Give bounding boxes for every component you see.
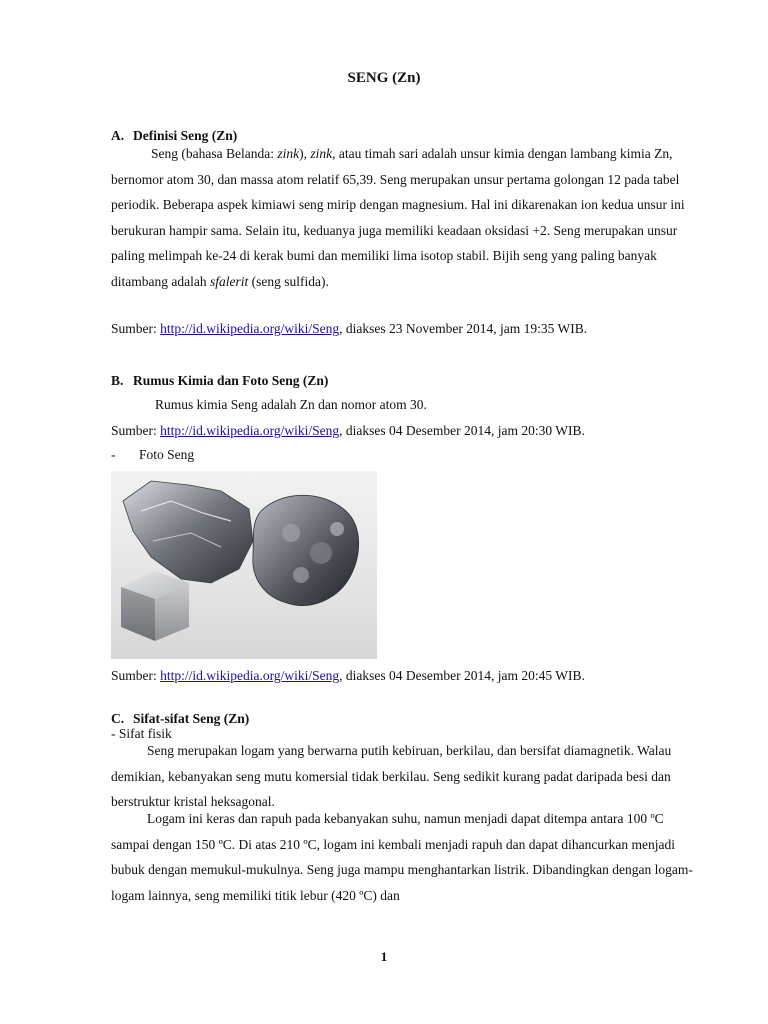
source-prefix: Sumber:	[111, 423, 161, 438]
para-text: Logam ini keras dan rapuh pada kebanyakan suhu, namun menjadi dapat ditempa antara 100 ºC sampai dengan 150 ºC. Di atas 210 ºC, logam ini kembali menjadi rapuh dan dapat dihancurkan menjadi bubuk dengan memukul-mukulnya. Seng juga mampu menghantarkan listrik. Dibandingkan dengan logam-logam lainnya, seng memiliki titik lebur (420 ºC) dan	[111, 811, 693, 903]
source-prefix: Sumber:	[111, 321, 161, 336]
zinc-photo-image	[111, 471, 377, 659]
source-suffix: , diakses 23 November 2014, jam 19:35 WIB.	[339, 321, 588, 336]
section-c-paragraph-1	[111, 738, 701, 815]
section-b-paragraph: Rumus kimia Seng adalah Zn dan nomor atom 30.	[155, 397, 427, 412]
source-suffix: , diakses 04 Desember 2014, jam 20:30 WIB.	[339, 423, 585, 438]
section-a-source	[111, 321, 587, 337]
section-c-heading	[111, 711, 249, 727]
section-c-subheading: - Sifat fisik	[111, 726, 172, 741]
section-b-source-1	[111, 423, 585, 439]
source-link[interactable]: http://id.wikipedia.org/wiki/Seng	[160, 321, 340, 336]
photo-bullet	[111, 447, 194, 463]
source-prefix: Sumber:	[111, 668, 161, 683]
section-c-title: Sifat-sifat Seng (Zn)	[133, 711, 250, 726]
section-b-heading	[111, 373, 328, 389]
para-text: ),	[299, 146, 311, 161]
source-suffix: , diakses 04 Desember 2014, jam 20:45 WIB.	[339, 668, 585, 683]
section-b-label: B.	[111, 373, 124, 388]
section-a-label: A.	[111, 128, 125, 143]
section-b-title: Rumus Kimia dan Foto Seng (Zn)	[133, 373, 329, 388]
source-link[interactable]: http://id.wikipedia.org/wiki/Seng	[160, 423, 340, 438]
bullet-dash: -	[111, 447, 116, 462]
page-number: 1	[380, 949, 388, 964]
para-italic: zink	[310, 146, 333, 161]
page-title: SENG (Zn)	[347, 70, 421, 86]
section-c-label: C.	[111, 711, 125, 726]
para-text: Seng (bahasa Belanda:	[151, 146, 278, 161]
para-italic: sfalerit	[209, 273, 249, 289]
section-b-source-2	[111, 668, 585, 684]
para-italic: zink	[277, 146, 300, 161]
para-text: Seng merupakan logam yang berwarna putih kebiruan, berkilau, dan bersifat diamagnetik. Walau demikian, kebanyakan seng mutu komersial tidak berkilau. Seng sedikit kurang padat daripada besi dan berstruktur kristal heksagonal.	[111, 743, 672, 809]
section-c-paragraph-2	[111, 806, 701, 908]
bullet-text: Foto Seng	[139, 447, 195, 462]
zinc-photo	[111, 471, 377, 659]
section-a-title: Definisi Seng (Zn)	[133, 128, 238, 143]
para-text: , atau timah sari adalah unsur kimia dengan lambang kimia Zn, bernomor atom 30, dan massa atom relatif 65,39. Seng merupakan unsur pertama golongan 12 pada tabel periodik. Beberapa aspek kimiawi seng mirip dengan magnesium. Hal ini dikarenakan ion kedua unsur ini berukuran hampir sama. Selain itu, keduanya juga memiliki keadaan oksidasi +2. Seng merupakan unsur paling melimpah ke-24 di kerak bumi dan memiliki lima isotop stabil. Bijih seng yang paling banyak ditambang adalah	[111, 146, 685, 289]
source-link[interactable]: http://id.wikipedia.org/wiki/Seng	[160, 668, 340, 683]
para-text: (seng sulfida).	[248, 273, 329, 289]
section-a-paragraph	[111, 141, 701, 294]
